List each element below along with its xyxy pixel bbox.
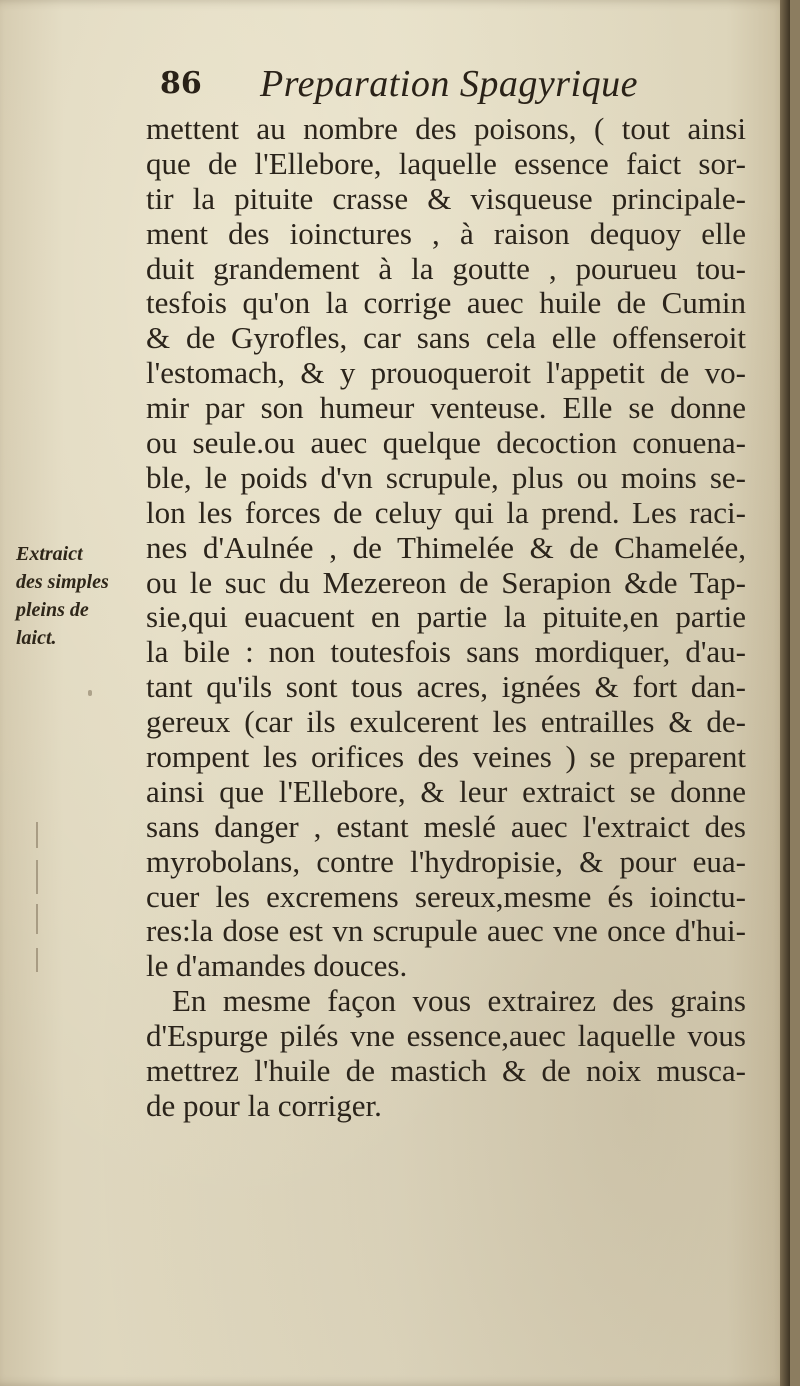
text-line: duit grandement à la goutte , pourueu tou- bbox=[146, 250, 746, 286]
text-line: tesfois qu'on la corrige auec huile de Cumin bbox=[146, 285, 746, 321]
text-line: mettent au nombre des poisons, ( tout ainsi bbox=[146, 111, 746, 146]
text-line: En mesme façon vous extrairez des grains bbox=[172, 983, 746, 1019]
page-number: 86 bbox=[160, 66, 202, 101]
body-text bbox=[146, 112, 746, 1124]
text-line: nes d'Aulnée , de Thimelée & de Chamelée, bbox=[146, 529, 746, 565]
text-line: ou seule.ou auec quelque decoction conuena- bbox=[146, 425, 746, 461]
text-line: le d'amandes douces. bbox=[146, 948, 408, 984]
text-line: l'estomach, & y prouoqueroit l'appetit de vo- bbox=[146, 355, 746, 391]
ink-speck bbox=[36, 948, 38, 972]
text-line: tant qu'ils sont tous acres, ignées & fort dan- bbox=[146, 669, 746, 705]
ink-speck bbox=[36, 860, 38, 894]
margin-note-line: laict. bbox=[16, 627, 57, 649]
text-line: d'Espurge pilés vne essence,auec laquelle vous bbox=[146, 1018, 746, 1054]
text-line: res:la dose est vn scrupule auec vne once d'hui- bbox=[146, 913, 746, 949]
text-line: de pour la corriger. bbox=[146, 1087, 382, 1123]
page-header bbox=[160, 62, 750, 112]
margin-note-line: Extraict bbox=[16, 543, 83, 565]
text-line: ble, le poids d'vn scrupule, plus ou moins se- bbox=[146, 459, 746, 495]
text-line: & de Gyrofles, car sans cela elle offenseroit bbox=[146, 320, 746, 356]
text-line: ment des ioinctures , à raison dequoy elle bbox=[146, 215, 746, 251]
text-line: mir par son humeur venteuse. Elle se donne bbox=[146, 390, 746, 426]
text-line: sans danger , estant meslé auec l'extraict des bbox=[146, 808, 746, 844]
text-line: lon les forces de celuy qui la prend. Les raci- bbox=[146, 494, 746, 530]
text-line: la bile : non toutesfois sans mordiquer, d'au- bbox=[146, 634, 746, 670]
ink-speck bbox=[36, 822, 38, 848]
text-line: mettrez l'huile de mastich & de noix musca- bbox=[146, 1053, 746, 1089]
margin-note-line: des simples bbox=[16, 571, 109, 593]
text-line: ou le suc du Mezereon de Serapion &de Tap- bbox=[146, 564, 746, 600]
text-line: ainsi que l'Ellebore, & leur extraict se donne bbox=[146, 773, 746, 809]
text-line: cuer les excremens sereux,mesme és ioinctu- bbox=[146, 878, 746, 914]
margin-note-line: pleins de bbox=[16, 599, 89, 621]
text-line: que de l'Ellebore, laquelle essence faict sor- bbox=[146, 145, 746, 181]
ink-speck bbox=[36, 904, 38, 934]
text-line: tir la pituite crasse & visqueuse principale- bbox=[146, 180, 746, 216]
text-line: gereux (car ils exulcerent les entrailles & de- bbox=[146, 704, 746, 740]
margin-note bbox=[16, 540, 136, 652]
ink-speck bbox=[88, 690, 92, 696]
text-line: rompent les orifices des veines ) se preparent bbox=[146, 739, 746, 775]
page-edge-shadow bbox=[780, 0, 790, 1386]
text-line: myrobolans, contre l'hydropisie, & pour eua- bbox=[146, 843, 746, 879]
running-title: Preparation Spagyrique bbox=[260, 63, 638, 105]
text-line: sie,qui euacuent en partie la pituite,en partie bbox=[146, 599, 746, 635]
